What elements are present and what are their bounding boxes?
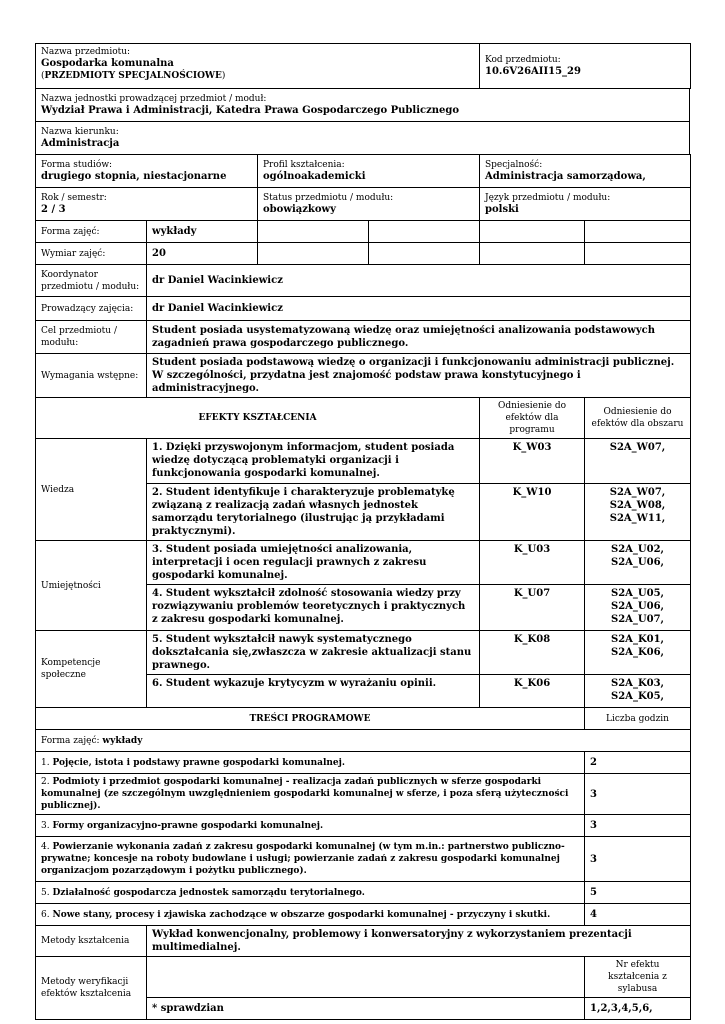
content-item: 4. Powierzanie wykonania zadań z zakresu gospodarki komunalnej (w tym m.in.: partnerstwo publiczno-prywatne; koncesje na roboty budowlane i usługi; powierzanie zadań z zakresu gospodarki komunalnej organizacjom pozarządowym i pożytku publicznego).: [36, 837, 585, 882]
coordinator-label: Koordynator przedmiotu / modułu:: [36, 265, 147, 297]
unit-value: Wydział Prawa i Administracji, Katedra Prawa Gospodarczego Publicznego: [41, 105, 460, 116]
field-value: Administracja: [41, 138, 120, 149]
lang-cell: [480, 188, 691, 221]
year-value: 2 / 3: [41, 204, 66, 215]
year-label: Rok / semestr:: [41, 193, 107, 203]
effect-program: K_W10: [480, 484, 585, 541]
goal-label: Cel przedmiotu / modułu:: [36, 321, 147, 354]
effect-program: K_K06: [480, 675, 585, 708]
classes-form-label: Forma zajęć:: [36, 221, 147, 243]
content-hours-label: Liczba godzin: [585, 708, 691, 730]
effects-group-name: Wiedza: [36, 439, 147, 541]
classes-hours-label: Wymiar zajęć:: [36, 243, 147, 265]
content-item: 6. Nowe stany, procesy i zjawiska zachodzące w obszarze gospodarki komunalnej - przyczyny i skutki.: [36, 904, 585, 926]
lang-label: Język przedmiotu / modułu:: [485, 193, 611, 203]
content-title: TREŚCI PROGRAMOWE: [36, 708, 585, 730]
code-cell: [480, 44, 691, 89]
methods-table: [35, 925, 691, 1020]
profile-cell: [258, 155, 480, 188]
unit-label: Nazwa jednostki prowadzącej przedmiot / moduł:: [41, 94, 267, 104]
effect-text: 2. Student identyfikuje i charakteryzuje problematykę związaną z realizacją zadań własnych jednostek samorządu terytorialnego (ilustrując ją przykładami praktycznymi).: [147, 484, 480, 541]
goal-value: Student posiada usystematyzowaną wiedzę oraz umiejętności analizowania podstawowych zagadnień prawa gospodarczego publicznego.: [147, 321, 691, 354]
classes-hours-value: 20: [147, 243, 258, 265]
subject-cell: Nazwa przedmiotu: Gospodarka komunalna (PRZEDMIOTY SPECJALNOŚCIOWE): [36, 44, 480, 89]
code-label: Kod przedmiotu:: [485, 55, 561, 65]
effect-area: S2A_W07, S2A_W08, S2A_W11,: [585, 484, 691, 541]
effect-program: K_K08: [480, 631, 585, 675]
effect-area: S2A_K03, S2A_K05,: [585, 675, 691, 708]
content-item-hours: 2: [585, 752, 691, 774]
profile-label: Profil kształcenia:: [263, 160, 345, 170]
form-label: Forma studiów:: [41, 160, 113, 170]
effect-text: 4. Student wykształcił zdolność stosowania wiedzy przy rozwiązywaniu problemów teoretycznych i praktycznych z zakresu gospodarki komunalnej.: [147, 585, 480, 631]
verification-col-label: Nr efektu kształcenia z sylabusa: [585, 957, 691, 998]
content-item-hours: 3: [585, 774, 691, 815]
effects-group-name: Kompetencje społeczne: [36, 631, 147, 708]
content-item-hours: 3: [585, 815, 691, 837]
effect-area: S2A_U02, S2A_U06,: [585, 541, 691, 585]
spec-label: Specjalność:: [485, 160, 543, 170]
effect-program: K_U07: [480, 585, 585, 631]
status-label: Status przedmiotu / modułu:: [263, 193, 394, 203]
subject-group: PRZEDMIOTY SPECJALNOŚCIOWE: [44, 71, 222, 81]
effect-program: K_W03: [480, 439, 585, 484]
profile-value: ogólnoakademicki: [263, 171, 366, 182]
effects-col-program: Odniesienie do efektów dla programu: [480, 398, 585, 439]
content-item: 3. Formy organizacyjno-prawne gospodarki komunalnej.: [36, 815, 585, 837]
field-label: Nazwa kierunku:: [41, 127, 119, 137]
effect-area: S2A_K01, S2A_K06,: [585, 631, 691, 675]
effect-text: 3. Student posiada umiejętności analizowania, interpretacji i ocen regulacji prawnych z zakresu gospodarki komunalnej.: [147, 541, 480, 585]
effect-area: S2A_U05, S2A_U06, S2A_U07,: [585, 585, 691, 631]
coordinator-value: dr Daniel Wacinkiewicz: [147, 265, 691, 297]
content-item-hours: 5: [585, 882, 691, 904]
verification-label: Metody weryfikacji efektów kształcenia: [36, 957, 147, 1020]
content-item: 1. Pojęcie, istota i podstawy prawne gospodarki komunalnej.: [36, 752, 585, 774]
content-item-hours: 4: [585, 904, 691, 926]
teacher-label: Prowadzący zajęcia:: [36, 297, 147, 321]
content-table: [35, 707, 691, 926]
effects-col-area: Odniesienie do efektów dla obszaru: [585, 398, 691, 439]
info-table: [35, 264, 691, 398]
methods-value: Wykład konwencjonalny, problemowy i konwersatoryjny z wykorzystaniem prezentacji multimedialnej.: [147, 926, 691, 957]
subject-label: Nazwa przedmiotu:: [41, 47, 131, 57]
status-cell: [258, 188, 480, 221]
effect-text: 1. Dzięki przyswojonym informacjom, student posiada wiedzę dotyczącą problematyki organizacji i funkcjonowania gospodarki komunalnej.: [147, 439, 480, 484]
spec-cell: [480, 155, 691, 188]
field-cell: [36, 122, 690, 155]
effect-text: 5. Student wykształcił nawyk systematycznego dokształcania się,zwłaszcza w zakresie aktualizacji stanu prawnego.: [147, 631, 480, 675]
effect-area: S2A_W07,: [585, 439, 691, 484]
content-item: 2. Podmioty i przedmiot gospodarki komunalnej - realizacja zadań publicznych w sferze gospodarki komunalnej (ze szczególnym uwzględnieniem gospodarki komunalnej w sferze, i poza sferą użyteczności publicznej).: [36, 774, 585, 815]
header-table: [35, 43, 691, 89]
verification-method: * sprawdzian: [147, 998, 585, 1020]
content-form: Forma zajęć: wykłady: [36, 730, 691, 752]
classes-table: [35, 220, 691, 265]
effects-title: EFEKTY KSZTAŁCENIA: [36, 398, 480, 439]
syllabus-document: [35, 43, 690, 1020]
status-value: obowiązkowy: [263, 204, 336, 215]
year-cell: [36, 188, 258, 221]
lang-value: polski: [485, 204, 519, 215]
prereq-label: Wymagania wstępne:: [36, 354, 147, 398]
teacher-value: dr Daniel Wacinkiewicz: [147, 297, 691, 321]
methods-label: Metody kształcenia: [36, 926, 147, 957]
prereq-value: Student posiada podstawową wiedzę o organizacji i funkcjonowaniu administracji publicznej. W szczególności, przydatna jest znajomość podstaw prawa konstytucyjnego i administracyjnego.: [147, 354, 691, 398]
code-value: 10.6V26AII15_29: [485, 66, 581, 77]
subject-name: Gospodarka komunalna: [41, 58, 174, 69]
effects-table: [35, 397, 691, 708]
effect-text: 6. Student wykazuje krytycyzm w wyrażaniu opinii.: [147, 675, 480, 708]
form-value: drugiego stopnia, niestacjonarne: [41, 171, 227, 182]
effect-program: K_U03: [480, 541, 585, 585]
spec-value: Administracja samorządowa,: [485, 171, 646, 182]
effects-group-name: Umiejętności: [36, 541, 147, 631]
unit-table: [35, 88, 690, 155]
form-table: [35, 154, 691, 221]
form-cell: [36, 155, 258, 188]
verification-effects: 1,2,3,4,5,6,: [585, 998, 691, 1020]
content-item-hours: 3: [585, 837, 691, 882]
content-item: 5. Działalność gospodarcza jednostek samorządu terytorialnego.: [36, 882, 585, 904]
classes-form-value: wykłady: [147, 221, 258, 243]
unit-cell: [36, 89, 690, 122]
